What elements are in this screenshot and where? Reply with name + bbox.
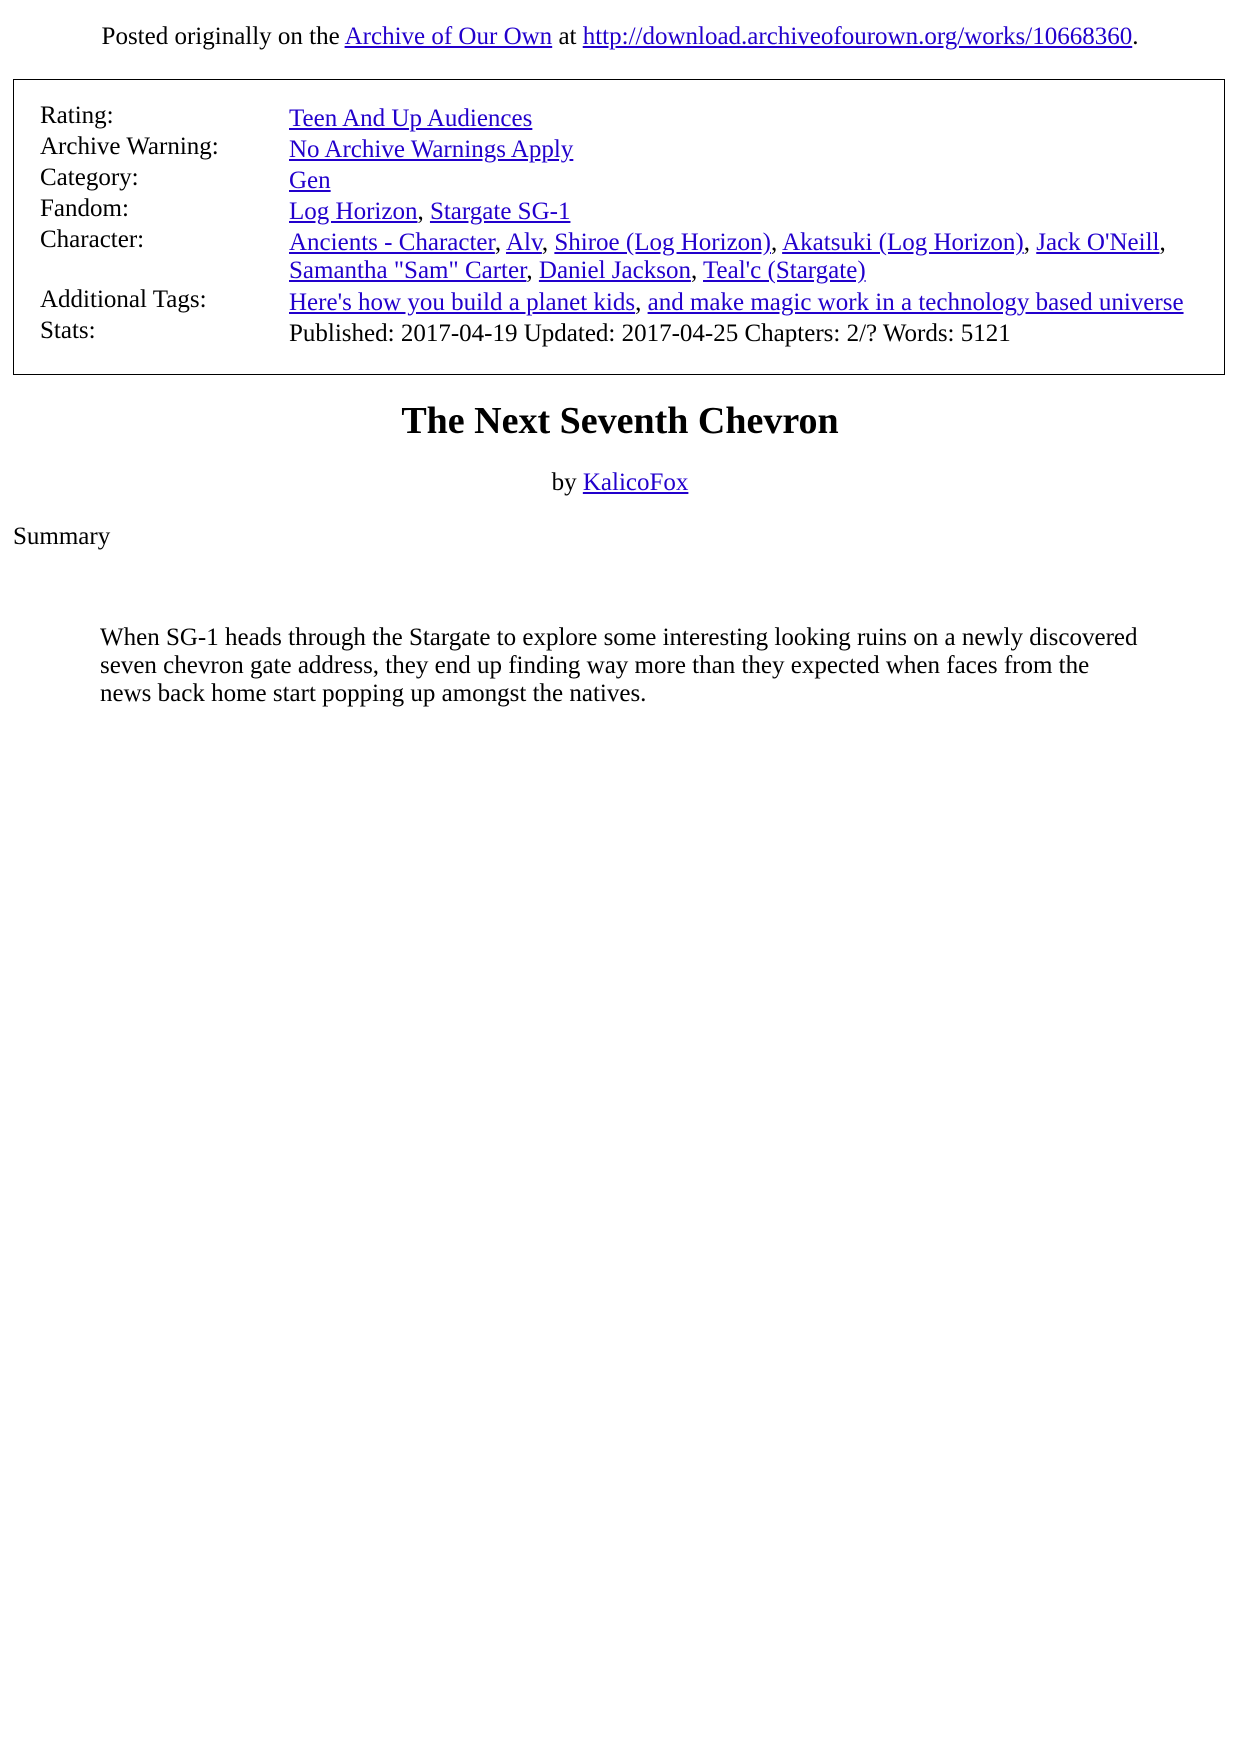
posted-originally-line	[0, 20, 1240, 54]
work-title: The Next Seventh Chevron	[401, 400, 839, 442]
summary-text: When SG-1 heads through the Stargate to explore some interesting looking ruins on a newly discovered seven chevron gate address, they end up finding way more than they expected when faces from the news back home start popping up amongst the natives.	[100, 624, 1138, 707]
meta-label-character: Character:	[40, 226, 145, 253]
byline-prefix: by	[551, 469, 583, 496]
character-tag-link[interactable]: Alv	[505, 229, 542, 256]
rating-tag-link[interactable]: Teen And Up Audiences	[289, 105, 533, 132]
posted-prefix: Posted originally on the	[101, 23, 345, 50]
meta-value-character: Ancients - Character, Alv, Shiroe (Log Horizon), Akatsuki (Log Horizon), Jack O'Neill, Samantha "Sam" Carter, Daniel Jackson, Teal'c (Stargate)	[289, 229, 1166, 284]
work-metadata-box	[13, 79, 1225, 375]
work-url-link[interactable]: http://download.archiveofourown.org/works/10668360	[582, 23, 1133, 50]
meta-value-fandom: Log Horizon, Stargate SG-1	[289, 198, 571, 225]
character-tag-link[interactable]: Jack O'Neill	[1036, 229, 1160, 256]
character-tag-link[interactable]: Daniel Jackson	[538, 257, 691, 284]
meta-value-warning	[289, 136, 1209, 164]
character-tag-link[interactable]: Akatsuki (Log Horizon)	[782, 229, 1024, 256]
author-link[interactable]: KalicoFox	[582, 469, 689, 496]
meta-label-stats: Stats:	[40, 317, 96, 344]
character-tag-link[interactable]: Samantha "Sam" Carter	[289, 257, 527, 284]
meta-value-stats: Published: 2017-04-19 Updated: 2017-04-25 Chapters: 2/? Words: 5121	[289, 320, 1011, 347]
summary-heading: Summary	[13, 523, 111, 550]
byline	[0, 466, 1240, 500]
warning-tag-link[interactable]: No Archive Warnings Apply	[289, 136, 574, 163]
fandom-tag-link[interactable]: Stargate SG-1	[429, 198, 571, 225]
character-tag-link[interactable]: Shiroe (Log Horizon)	[554, 229, 771, 256]
fandom-tag-link[interactable]: Log Horizon	[289, 198, 418, 225]
character-tag-link[interactable]: Ancients - Character	[289, 229, 495, 256]
meta-label-rating: Rating:	[40, 102, 114, 129]
meta-value-category	[289, 167, 1209, 195]
meta-label-tags: Additional Tags:	[40, 286, 207, 313]
character-tag-link[interactable]: Teal'c (Stargate)	[703, 257, 866, 284]
additional-tag-link[interactable]: and make magic work in a technology based universe	[647, 289, 1184, 316]
meta-value-rating	[289, 105, 1209, 133]
meta-value-tags: Here's how you build a planet kids, and make magic work in a technology based universe	[289, 289, 1184, 316]
meta-label-warning: Archive Warning:	[40, 133, 219, 160]
category-tag-link[interactable]: Gen	[289, 167, 331, 194]
posted-middle: at	[552, 23, 583, 50]
meta-label-fandom: Fandom:	[40, 195, 129, 222]
posted-suffix: .	[1132, 23, 1139, 50]
meta-label-category: Category:	[40, 164, 139, 191]
additional-tag-link[interactable]: Here's how you build a planet kids	[289, 289, 636, 316]
archive-of-our-own-link[interactable]: Archive of Our Own	[344, 23, 553, 50]
